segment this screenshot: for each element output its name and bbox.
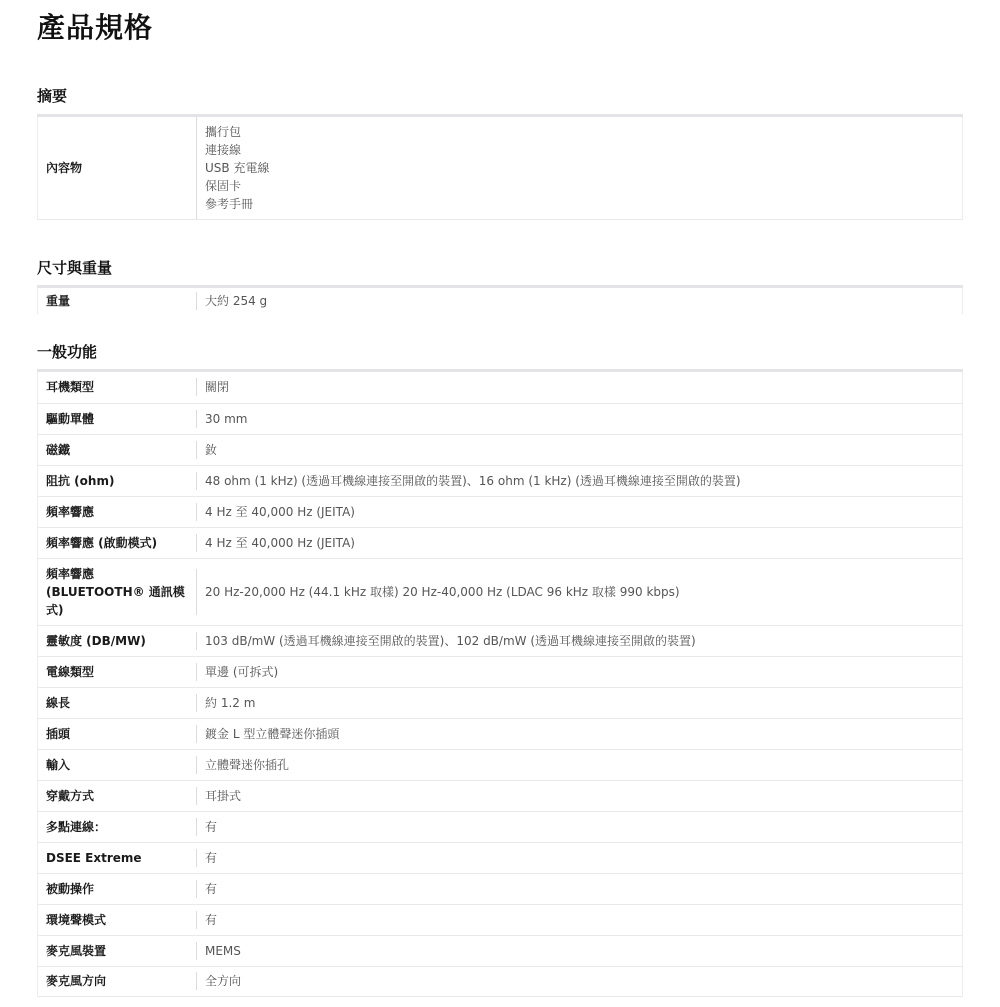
spec-value: 耳掛式 <box>196 780 962 811</box>
table-row <box>38 904 963 935</box>
spec-label: 頻率響應 (BLUETOOTH® 通訊模式) <box>38 558 197 625</box>
section-title-summary: 摘要 <box>37 87 68 105</box>
table-row <box>38 527 963 558</box>
spec-label: 內容物 <box>38 117 197 220</box>
spec-label: 線長 <box>38 687 197 718</box>
section-title-general: 一般功能 <box>37 343 98 361</box>
list-item: 保固卡 <box>205 179 242 193</box>
spec-label: 重量 <box>38 288 197 314</box>
section-title-dimensions: 尺寸與重量 <box>37 259 113 277</box>
general-table <box>37 372 963 997</box>
spec-value: 30 mm <box>196 403 962 434</box>
table-row <box>38 434 963 465</box>
table-row <box>38 558 963 625</box>
table-row <box>38 873 963 904</box>
spec-label: 輸入 <box>38 749 197 780</box>
spec-value: 大約 254 g <box>196 288 962 314</box>
summary-table <box>37 117 963 220</box>
spec-value: 關閉 <box>196 372 962 403</box>
table-row <box>38 935 963 966</box>
table-row <box>38 749 963 780</box>
spec-value: 有 <box>196 873 962 904</box>
table-row <box>38 656 963 687</box>
table-row <box>38 966 963 996</box>
contents-list <box>196 117 962 219</box>
spec-label: 頻率響應 (啟動模式) <box>38 527 197 558</box>
spec-value: 4 Hz 至 40,000 Hz (JEITA) <box>196 527 962 558</box>
spec-value: 20 Hz-20,000 Hz (44.1 kHz 取樣) 20 Hz-40,000 Hz (LDAC 96 kHz 取樣 990 kbps) <box>196 558 962 625</box>
spec-value: 單邊 (可拆式) <box>196 656 962 687</box>
spec-value: 48 ohm (1 kHz) (透過耳機線連接至開啟的裝置)、16 ohm (1 kHz) (透過耳機線連接至開啟的裝置) <box>196 465 962 496</box>
spec-label: 被動操作 <box>38 873 197 904</box>
spec-value: 約 1.2 m <box>196 687 962 718</box>
spec-value <box>196 117 962 220</box>
table-row <box>38 372 963 403</box>
table-row <box>38 687 963 718</box>
spec-label: DSEE Extreme <box>38 842 197 873</box>
table-row <box>38 288 963 314</box>
spec-label: 穿戴方式 <box>38 780 197 811</box>
spec-value: MEMS <box>196 935 962 966</box>
spec-value: 釹 <box>196 434 962 465</box>
spec-value: 全方向 <box>196 966 962 996</box>
spec-value: 4 Hz 至 40,000 Hz (JEITA) <box>196 496 962 527</box>
spec-label: 電線類型 <box>38 656 197 687</box>
table-row <box>38 842 963 873</box>
table-row <box>38 496 963 527</box>
spec-label: 驅動單體 <box>38 403 197 434</box>
spec-label: 阻抗 (ohm) <box>38 465 197 496</box>
list-item: USB 充電線 <box>205 161 270 175</box>
spec-label: 麥克風裝置 <box>38 935 197 966</box>
spec-label: 頻率響應 <box>38 496 197 527</box>
table-row <box>38 403 963 434</box>
spec-label: 麥克風方向 <box>38 966 197 996</box>
spec-value: 鍍金 L 型立體聲迷你插頭 <box>196 718 962 749</box>
list-item: 攜行包 <box>205 125 242 139</box>
list-item: 參考手冊 <box>205 197 254 211</box>
spec-value: 有 <box>196 904 962 935</box>
spec-label: 環境聲模式 <box>38 904 197 935</box>
spec-value: 103 dB/mW (透過耳機線連接至開啟的裝置)、102 dB/mW (透過耳機線連接至開啟的裝置) <box>196 625 962 656</box>
table-row <box>38 718 963 749</box>
spec-label: 耳機類型 <box>38 372 197 403</box>
dimensions-table <box>37 288 963 314</box>
spec-value: 立體聲迷你插孔 <box>196 749 962 780</box>
spec-value: 有 <box>196 842 962 873</box>
spec-label: 插頭 <box>38 718 197 749</box>
list-item: 連接線 <box>205 143 242 157</box>
spec-label: 靈敏度 (DB/MW) <box>38 625 197 656</box>
table-row <box>38 780 963 811</box>
table-row <box>38 465 963 496</box>
spec-label: 磁鐵 <box>38 434 197 465</box>
table-row <box>38 625 963 656</box>
table-row <box>38 811 963 842</box>
table-row <box>38 117 963 220</box>
spec-label: 多點連線： <box>38 811 197 842</box>
page-title: 產品規格 <box>37 11 154 44</box>
spec-value: 有 <box>196 811 962 842</box>
